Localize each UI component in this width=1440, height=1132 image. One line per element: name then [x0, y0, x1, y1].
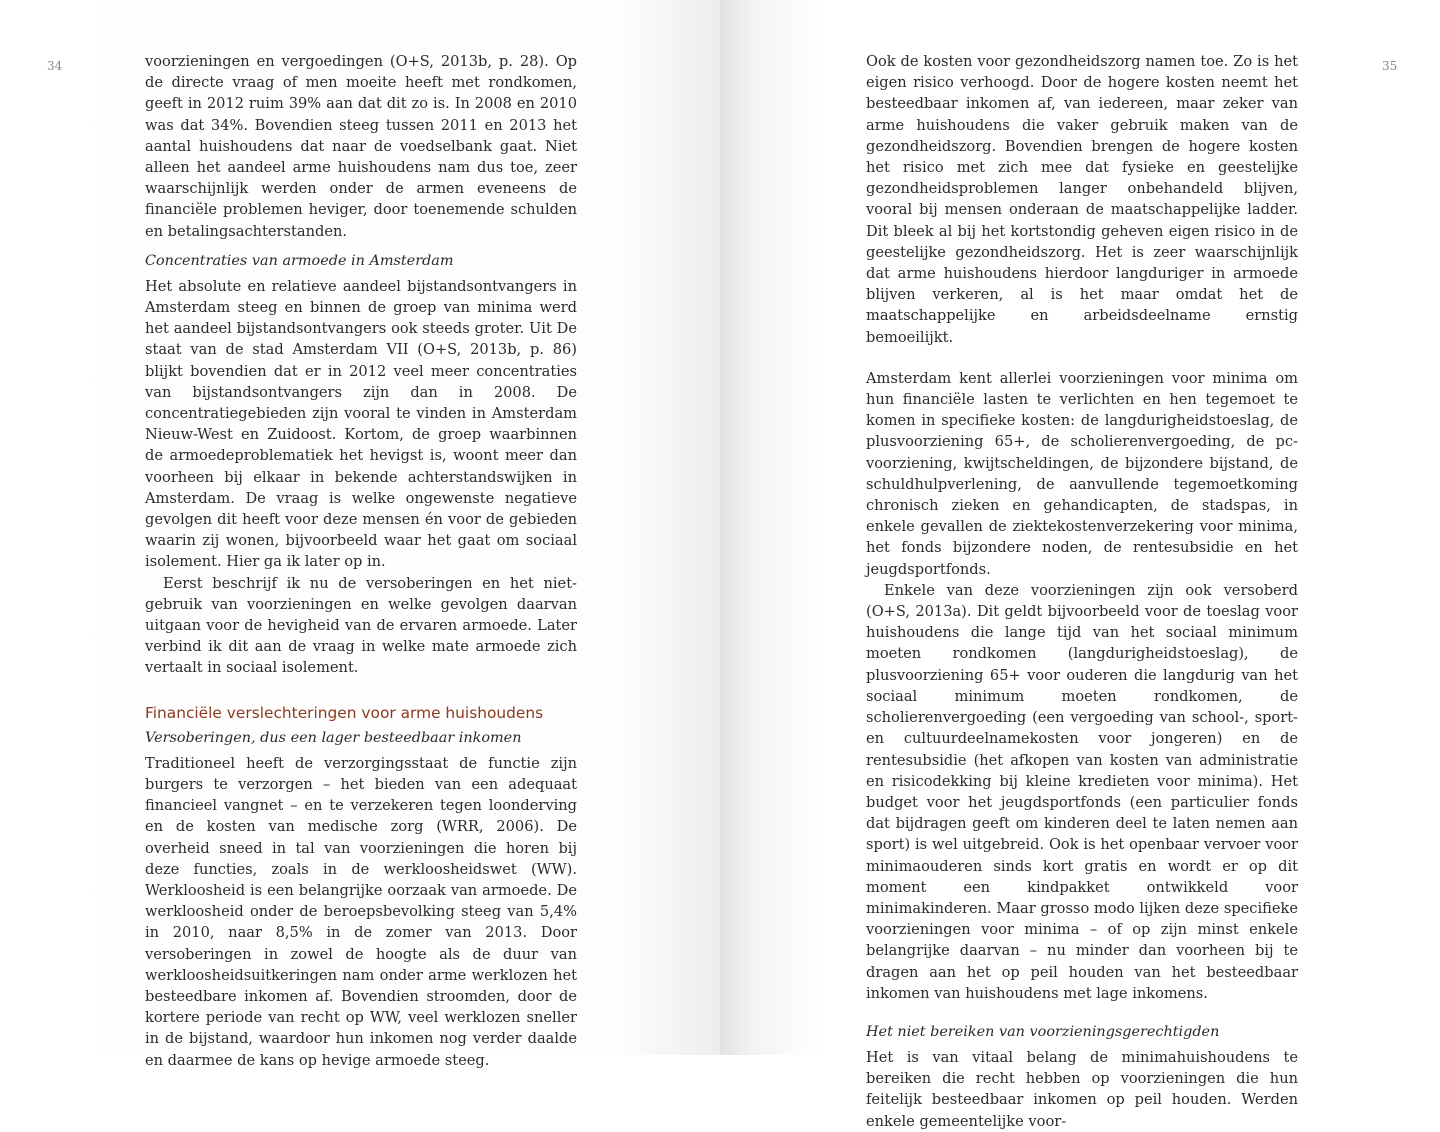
subheading: Concentraties van armoede in Amsterdam [145, 252, 454, 269]
left-page [0, 0, 720, 1069]
paragraph: Ook de kosten voor gezondheidszorg namen toe. Zo is het eigen risico verhoogd. Door de hogere kosten neemt het besteedbaar inkomen af, van iedereen, maar zeker van arme huishoudens die vaker gebruik maken van de gezondheidszorg. Bovendien brengen de hogere kosten het risico met zich mee dat fysieke en geestelijke gezondheidsproblemen langer onbehandeld blijven, vooral bij mensen onderaan de maatschappelijke ladder. Dit bleek al bij het kortstondig geheven eigen risico in de geestelijke gezondheidszorg. Het is zeer waarschijnlijk dat arme huishoudens hierdoor langduriger in armoede blijven verkeren, al is het maar omdat het de maatschappelijke en arbeidsdeelname ernstig bemoeilijkt. [866, 53, 1298, 346]
page-number: 35 [1382, 59, 1398, 73]
paragraph: Amsterdam kent allerlei voorzieningen voor minima om hun financiële lasten te verlichten en hen tegemoet te komen in specifieke kosten: de langdurigheidstoeslag, de plusvoorziening 65+, de scholierenvergoeding, de pc-voorziening, kwijtscheldingen, de bijzondere bijstand, de schuldhulpverlening, de aanvullende tegemoetkoming chronisch zieken en gehandicapten, de stadspas, in enkele gevallen de ziektekostenverzekering voor minima, het fonds bijzondere noden, de rentesubsidie en het jeugdsportfonds. [866, 369, 1298, 578]
text-column [866, 51, 1298, 1132]
paragraph: Enkele van deze voorzieningen zijn ook versoberd (O+S, 2013a). Dit geldt bijvoorbeeld voor de toeslag voor huishoudens die lange tijd van het sociaal minimum moeten rondkomen (langdurigheidstoeslag), de plusvoorziening 65+ voor ouderen die langdurig van het sociaal minimum moeten rondkomen, de scholierenvergoeding (een vergoeding van school-, sport- en cultuurdeelnamekosten voor jongeren) en de rentesubsidie (het afkopen van kosten van administratie en risicodekking bij kleine kredieten voor minima). Het budget voor het jeugdsportfonds (een particulier fonds dat bijdragen geeft om kinderen deel te laten nemen aan sport) is wel uitgebreid. Ook is het openbaar vervoer voor minimaouderen sinds kort gratis en wordt er op dit moment een kindpakket ontwikkeld voor minimakinderen. Maar grosso modo lijken deze specifieke voorzieningen voor minima – of op zijn minst enkele belangrijke daarvan – nu minder dan voorheen bij te dragen aan het op peil houden van het besteedbaar inkomen van huishoudens met lage inkomens. [866, 581, 1298, 1002]
paragraph: Traditioneel heeft de verzorgingsstaat de functie zijn burgers te verzorgen – het bieden van een adequaat financieel vangnet – en te verzekeren tegen loonderving en de kosten van medische zorg (WRR, 2006). De overheid sneed in tal van voorzieningen die horen bij deze functies, zoals in de werkloosheidswet (WW). Werkloosheid is een belangrijke oorzaak van armoede. De werkloosheid onder de beroepsbevolking steeg van 5,4% in 2010, naar 8,5% in de zomer van 2013. Door versoberingen in zowel de hoogte als de duur van werkloosheidsuitkeringen nam onder arme werklozen het besteedbare inkomen af. Bovendien stroomden, door de kortere periode van recht op WW, veel werklozen sneller in de bijstand, waardoor hun inkomen nog verder daalde en daarmee de kans op hevige armoede steeg. [145, 754, 577, 1069]
paragraph: Het is van vitaal belang de minimahuishoudens te bereiken die recht hebben op voorzieningen die hun feitelijk besteedbaar inkomen op peil houden. Werden enkele gemeentelijke voor- [866, 1048, 1298, 1130]
paragraph-gap [866, 348, 1298, 368]
page-number: 34 [47, 59, 63, 73]
section-heading: Financiële verslechteringen voor arme huishoudens [145, 703, 544, 722]
right-page [720, 0, 1440, 1130]
subheading: Versoberingen, dus een lager besteedbaar inkomen [145, 729, 522, 746]
subheading: Het niet bereiken van voorzieningsgerechtigden [866, 1023, 1220, 1040]
paragraph: voorzieningen en vergoedingen (O+S, 2013b, p. 28). Op de directe vraag of men moeite heeft met rondkomen, geeft in 2012 ruim 39% aan dat dit zo is. In 2008 en 2010 was dat 34%. Bovendien steeg tussen 2011 en 2013 het aantal huishoudens dat naar de voedselbank gaat. Niet alleen het aandeel arme huishoudens nam dus toe, zeer waarschijnlijk werden onder de armen eveneens de financiële problemen heviger, door toenemende schulden en betalingsachterstanden. [145, 53, 577, 240]
paragraph: Eerst beschrijf ik nu de versoberingen en het niet-gebruik van voorzieningen en welke gevolgen daarvan uitgaan voor de hevigheid van de ervaren armoede. Later verbind ik dit aan de vraag in welke mate armoede zich vertaalt in sociaal isolement. [145, 574, 577, 677]
text-column [145, 51, 577, 1071]
paragraph: Het absolute en relatieve aandeel bijstandsontvangers in Amsterdam steeg en binnen de groep van minima werd het aandeel bijstandsontvangers ook steeds groter. Uit De staat van de stad Amsterdam VII (O+S, 2013b, p. 86) blijkt bovendien dat er in 2012 veel meer concentraties van bijstandsontvangers zijn dan in 2008. De concentratiegebieden zijn vooral te vinden in Amsterdam Nieuw-West en Zuidoost. Kortom, de groep waarbinnen de armoedeproblematiek het hevigst is, woont meer dan voorheen bij elkaar in bekende achterstandswijken in Amsterdam. De vraag is welke ongewenste negatieve gevolgen dit heeft voor deze mensen én voor de gebieden waarin zij wonen, bijvoorbeeld waar het gaat om sociaal isolement. Hier ga ik later op in. [145, 277, 577, 571]
